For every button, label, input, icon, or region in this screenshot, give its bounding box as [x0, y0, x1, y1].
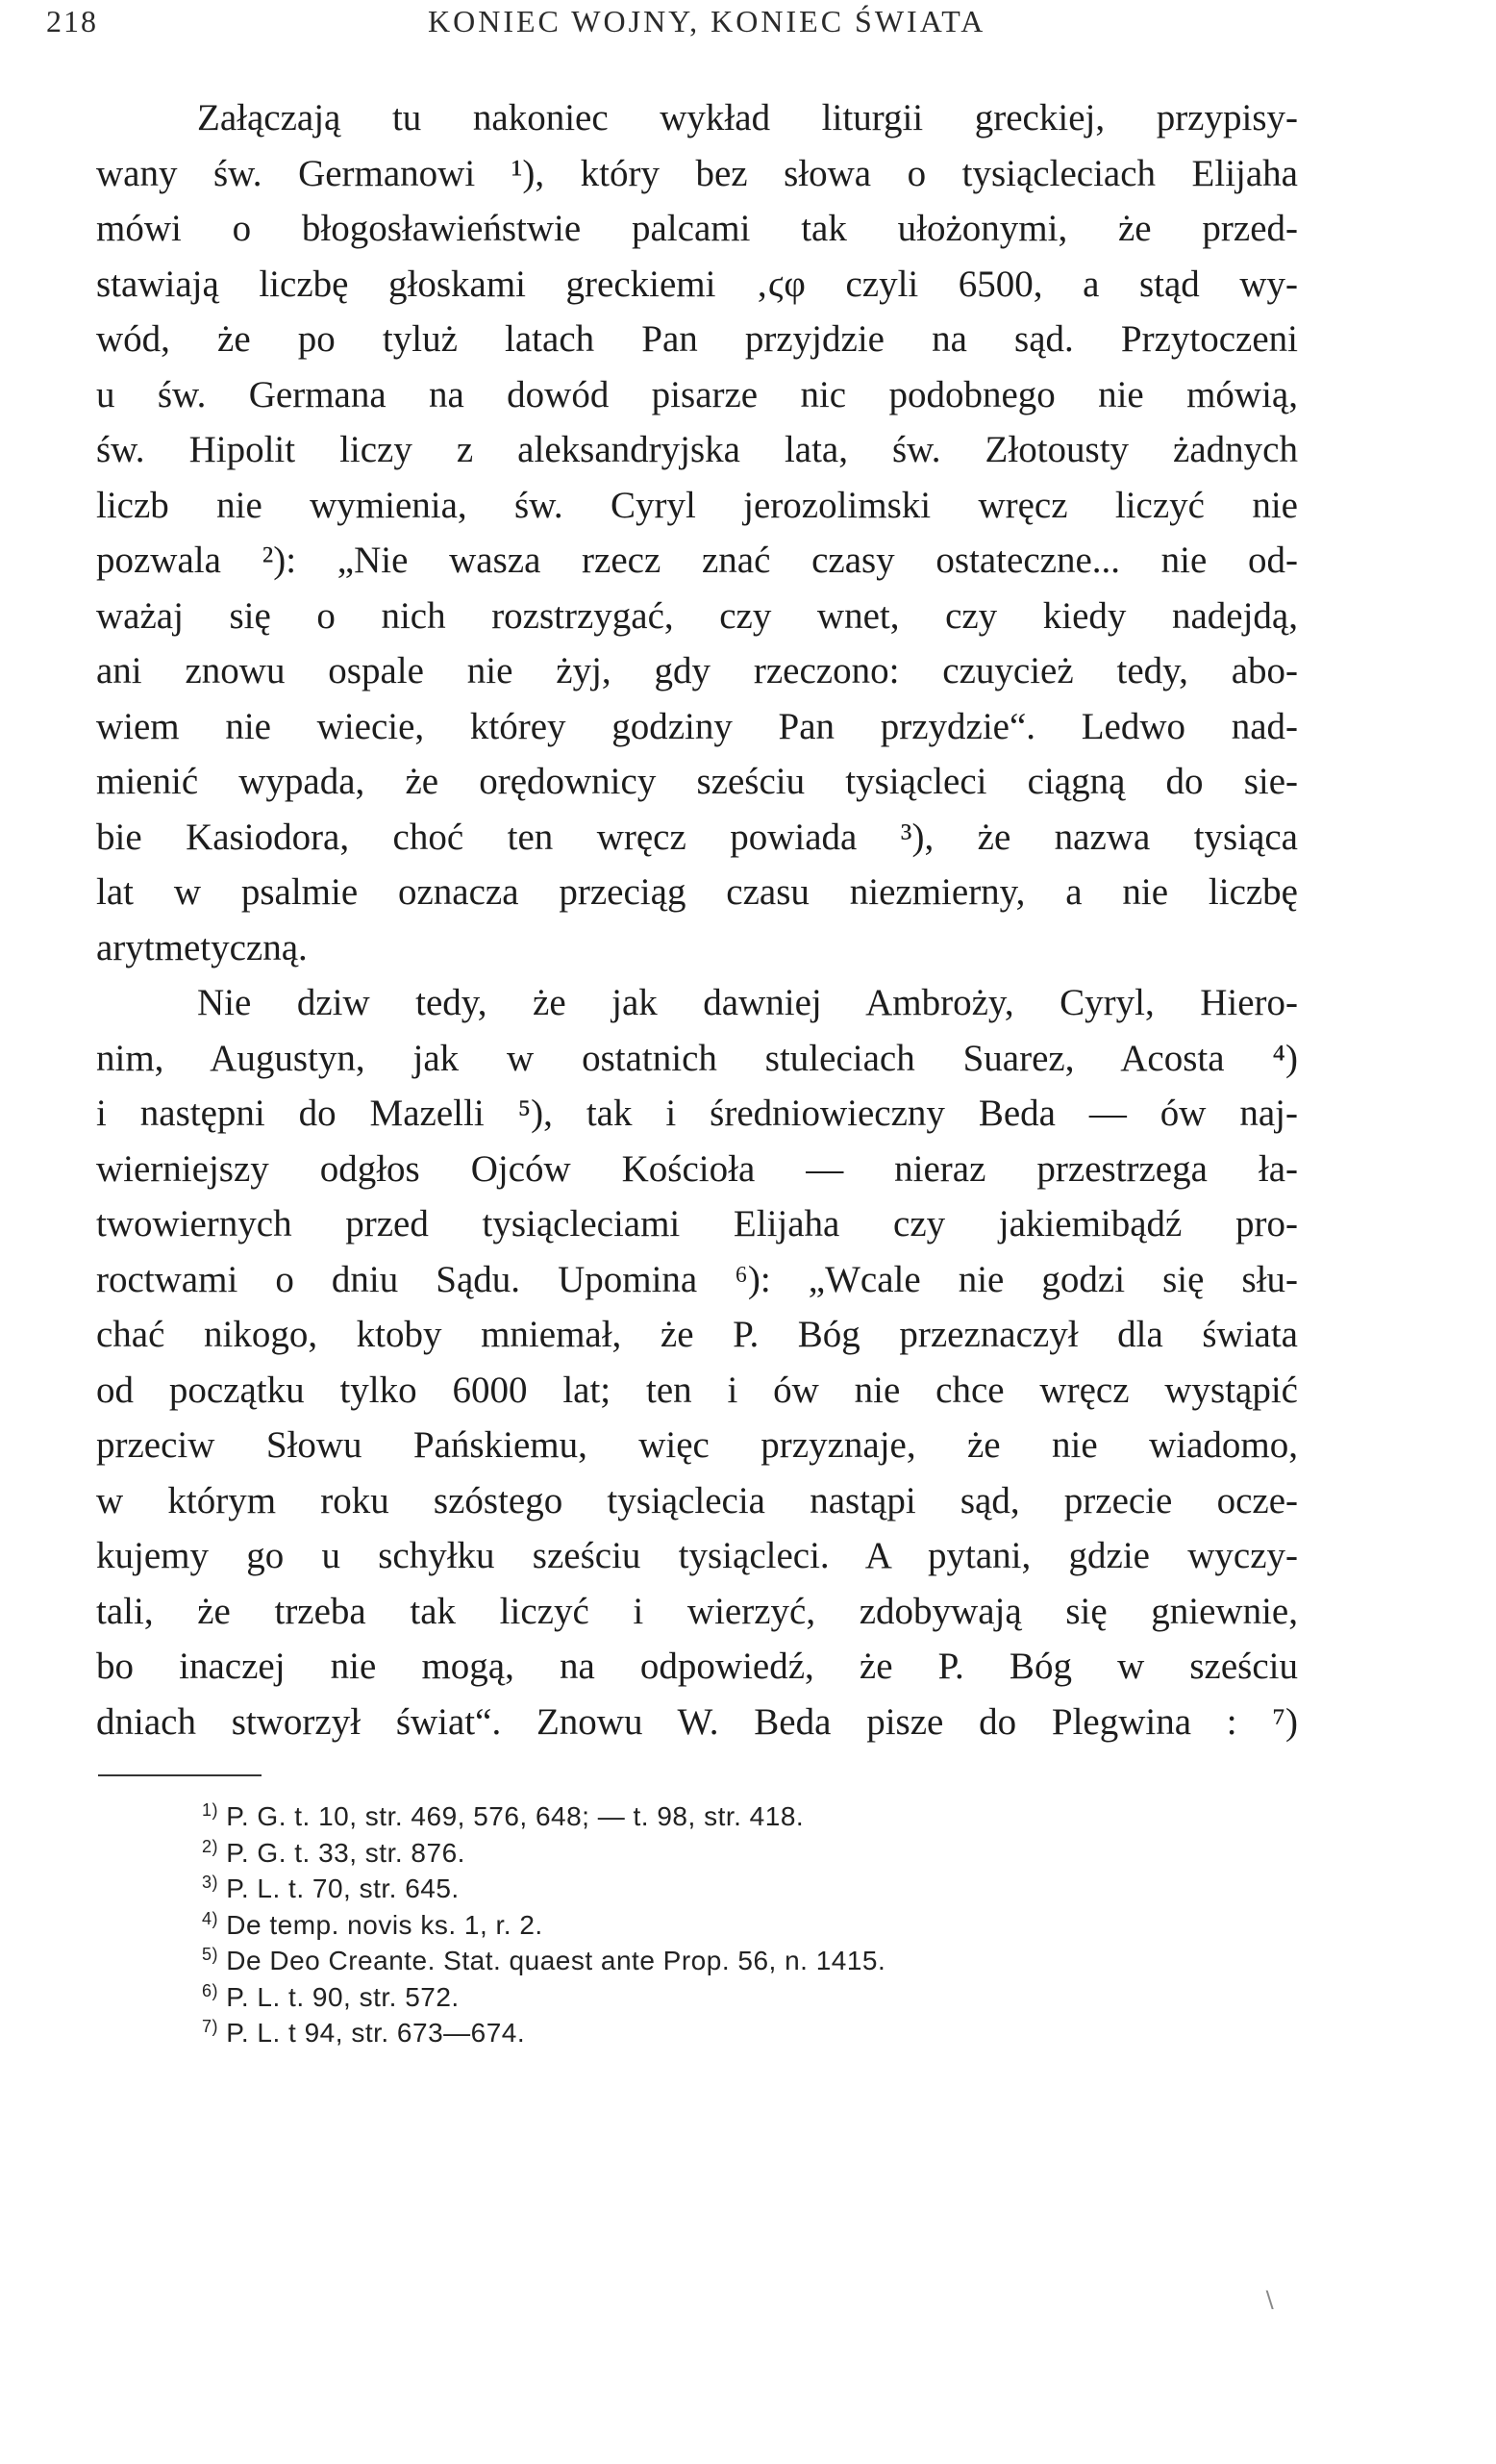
text-line: mienić wypada, że orędownicy sześciu tysiącleci ciągną do sie- [96, 761, 1298, 802]
main-text [96, 90, 1298, 1749]
text-line: u św. Germana na dowód pisarze nic podobnego nie mówią, [96, 373, 1298, 415]
footnote [202, 1871, 1259, 1907]
footnotes [202, 1798, 1259, 2051]
text-line: Załączają tu nakoniec wykład liturgii greckiej, przypisy- [197, 97, 1298, 138]
text-line: roctwami o dniu Sądu. Upomina ⁶): „Wcale nie godzi się słu- [96, 1258, 1298, 1300]
text-line: dniach stworzył świat“. Znowu W. Beda pisze do Plegwina : ⁷) [96, 1700, 1298, 1743]
running-title: KONIEC WOJNY, KONIEC ŚWIATA [428, 4, 986, 38]
text-line: i następni do Mazelli ⁵), tak i średniowieczny Beda — ów naj- [96, 1093, 1298, 1134]
footnote [202, 1835, 1259, 1872]
text-line: pozwala ²): „Nie wasza rzecz znać czasy ostateczne... nie od- [96, 540, 1298, 581]
text-line: od początku tylko 6000 lat; ten i ów nie chce wręcz wystąpić [96, 1369, 1298, 1411]
text-line: twowiernych przed tysiącleciami Elijaha czy jakiemibądź pro- [96, 1203, 1298, 1245]
footnote-text: P. L. t. 90, str. 572. [226, 1981, 460, 2012]
text-line: bo inaczej nie mogą, na odpowiedź, że P. Bóg w sześciu [96, 1646, 1298, 1687]
footnote-text: De Deo Creante. Stat. quaest ante Prop. 56, n. 1415. [226, 1946, 886, 1975]
text-line: wany św. Germanowi ¹), który bez słowa o tysiącleciach Elijaha [96, 152, 1298, 194]
text-line: Nie dziw tedy, że jak dawniej Ambroży, Cyryl, Hiero- [197, 982, 1298, 1023]
text-line: liczb nie wymienia, św. Cyryl jerozolimski wręcz liczyć nie [96, 484, 1298, 526]
text-line: nim, Augustyn, jak w ostatnich stuleciach Suarez, Acosta ⁴) [96, 1037, 1298, 1079]
footnote-mark: 1) [202, 1800, 219, 1820]
page-header [38, 4, 1384, 42]
footnote-text: De temp. novis ks. 1, r. 2. [226, 1909, 543, 1940]
footnote-mark: 2) [202, 1836, 219, 1856]
footnote-mark: 5) [202, 1945, 219, 1964]
footnote-separator [98, 1774, 262, 1776]
footnote-text: P. G. t. 33, str. 876. [226, 1837, 465, 1868]
footnote-text: P. L. t 94, str. 673—674. [226, 2018, 526, 2048]
page-number: 218 [46, 4, 98, 38]
text-line: arytmetyczną. [96, 926, 308, 968]
text-line: mówi o błogosławieństwie palcami tak ułożonymi, że przed- [96, 208, 1298, 249]
text-line: chać nikogo, ktoby mniemał, że P. Bóg przeznaczył dla świata [96, 1314, 1298, 1355]
text-line: św. Hipolit liczy z aleksandryjska latа, św. Złotousty żadnych [96, 429, 1298, 470]
text-line: wiem nie wiecie, którey godziny Pan przydzie“. Ledwo nad- [96, 705, 1298, 747]
paper-speck: ∖ [1261, 2289, 1277, 2314]
text-line: przeciw Słowu Pańskiemu, więc przyznaje, że nie wiadomo, [96, 1424, 1298, 1466]
text-line: tali, że trzeba tak liczyć i wierzyć, zdobywają się gniewnie, [96, 1590, 1298, 1632]
footnote-mark: 7) [202, 2017, 219, 2036]
footnote-text: P. L. t. 70, str. 645. [226, 1873, 460, 1903]
text-line: stawiają liczbę głoskami greckiemi ‚ϛφ czyli 6500, a stąd wy- [96, 263, 1298, 305]
footnote [202, 1943, 1259, 1979]
text-line: bie Kasiodora, choć ten wręcz powiada ³), że nazwa tysiąca [96, 816, 1298, 858]
footnote-mark: 3) [202, 1873, 219, 1892]
text-line: wód, że po tyluż latach Pan przyjdzie na sąd. Przytoczeni [96, 318, 1298, 360]
text-line: wierniejszy odgłos Ojców Kościoła — nieraz przestrzega ła- [96, 1147, 1298, 1190]
footnote [202, 1979, 1259, 2016]
footnote [202, 2015, 1259, 2051]
text-line: w którym roku szóstego tysiąclecia nastąpi sąd, przecie ocze- [96, 1479, 1298, 1521]
text-line: kujemy go u schyłku sześciu tysiącleci. A pytani, gdzie wyczy- [96, 1535, 1298, 1576]
footnote-mark: 4) [202, 1908, 219, 1928]
text-line: ważaj się o nich rozstrzygać, czy wnet, czy kiedy nadejdą, [96, 594, 1298, 637]
footnote-text: P. G. t. 10, str. 469, 576, 648; — t. 98, str. 418. [226, 1801, 805, 1831]
text-line: ani znowu ospale nie żyj, gdy rzeczono: czuycież tedy, abo- [96, 650, 1298, 691]
text-line: lat w psalmie oznacza przeciąg czasu niezmierny, a nie liczbę [96, 871, 1298, 913]
footnote [202, 1907, 1259, 1944]
footnote-mark: 6) [202, 1980, 219, 2000]
footnote [202, 1798, 1259, 1835]
